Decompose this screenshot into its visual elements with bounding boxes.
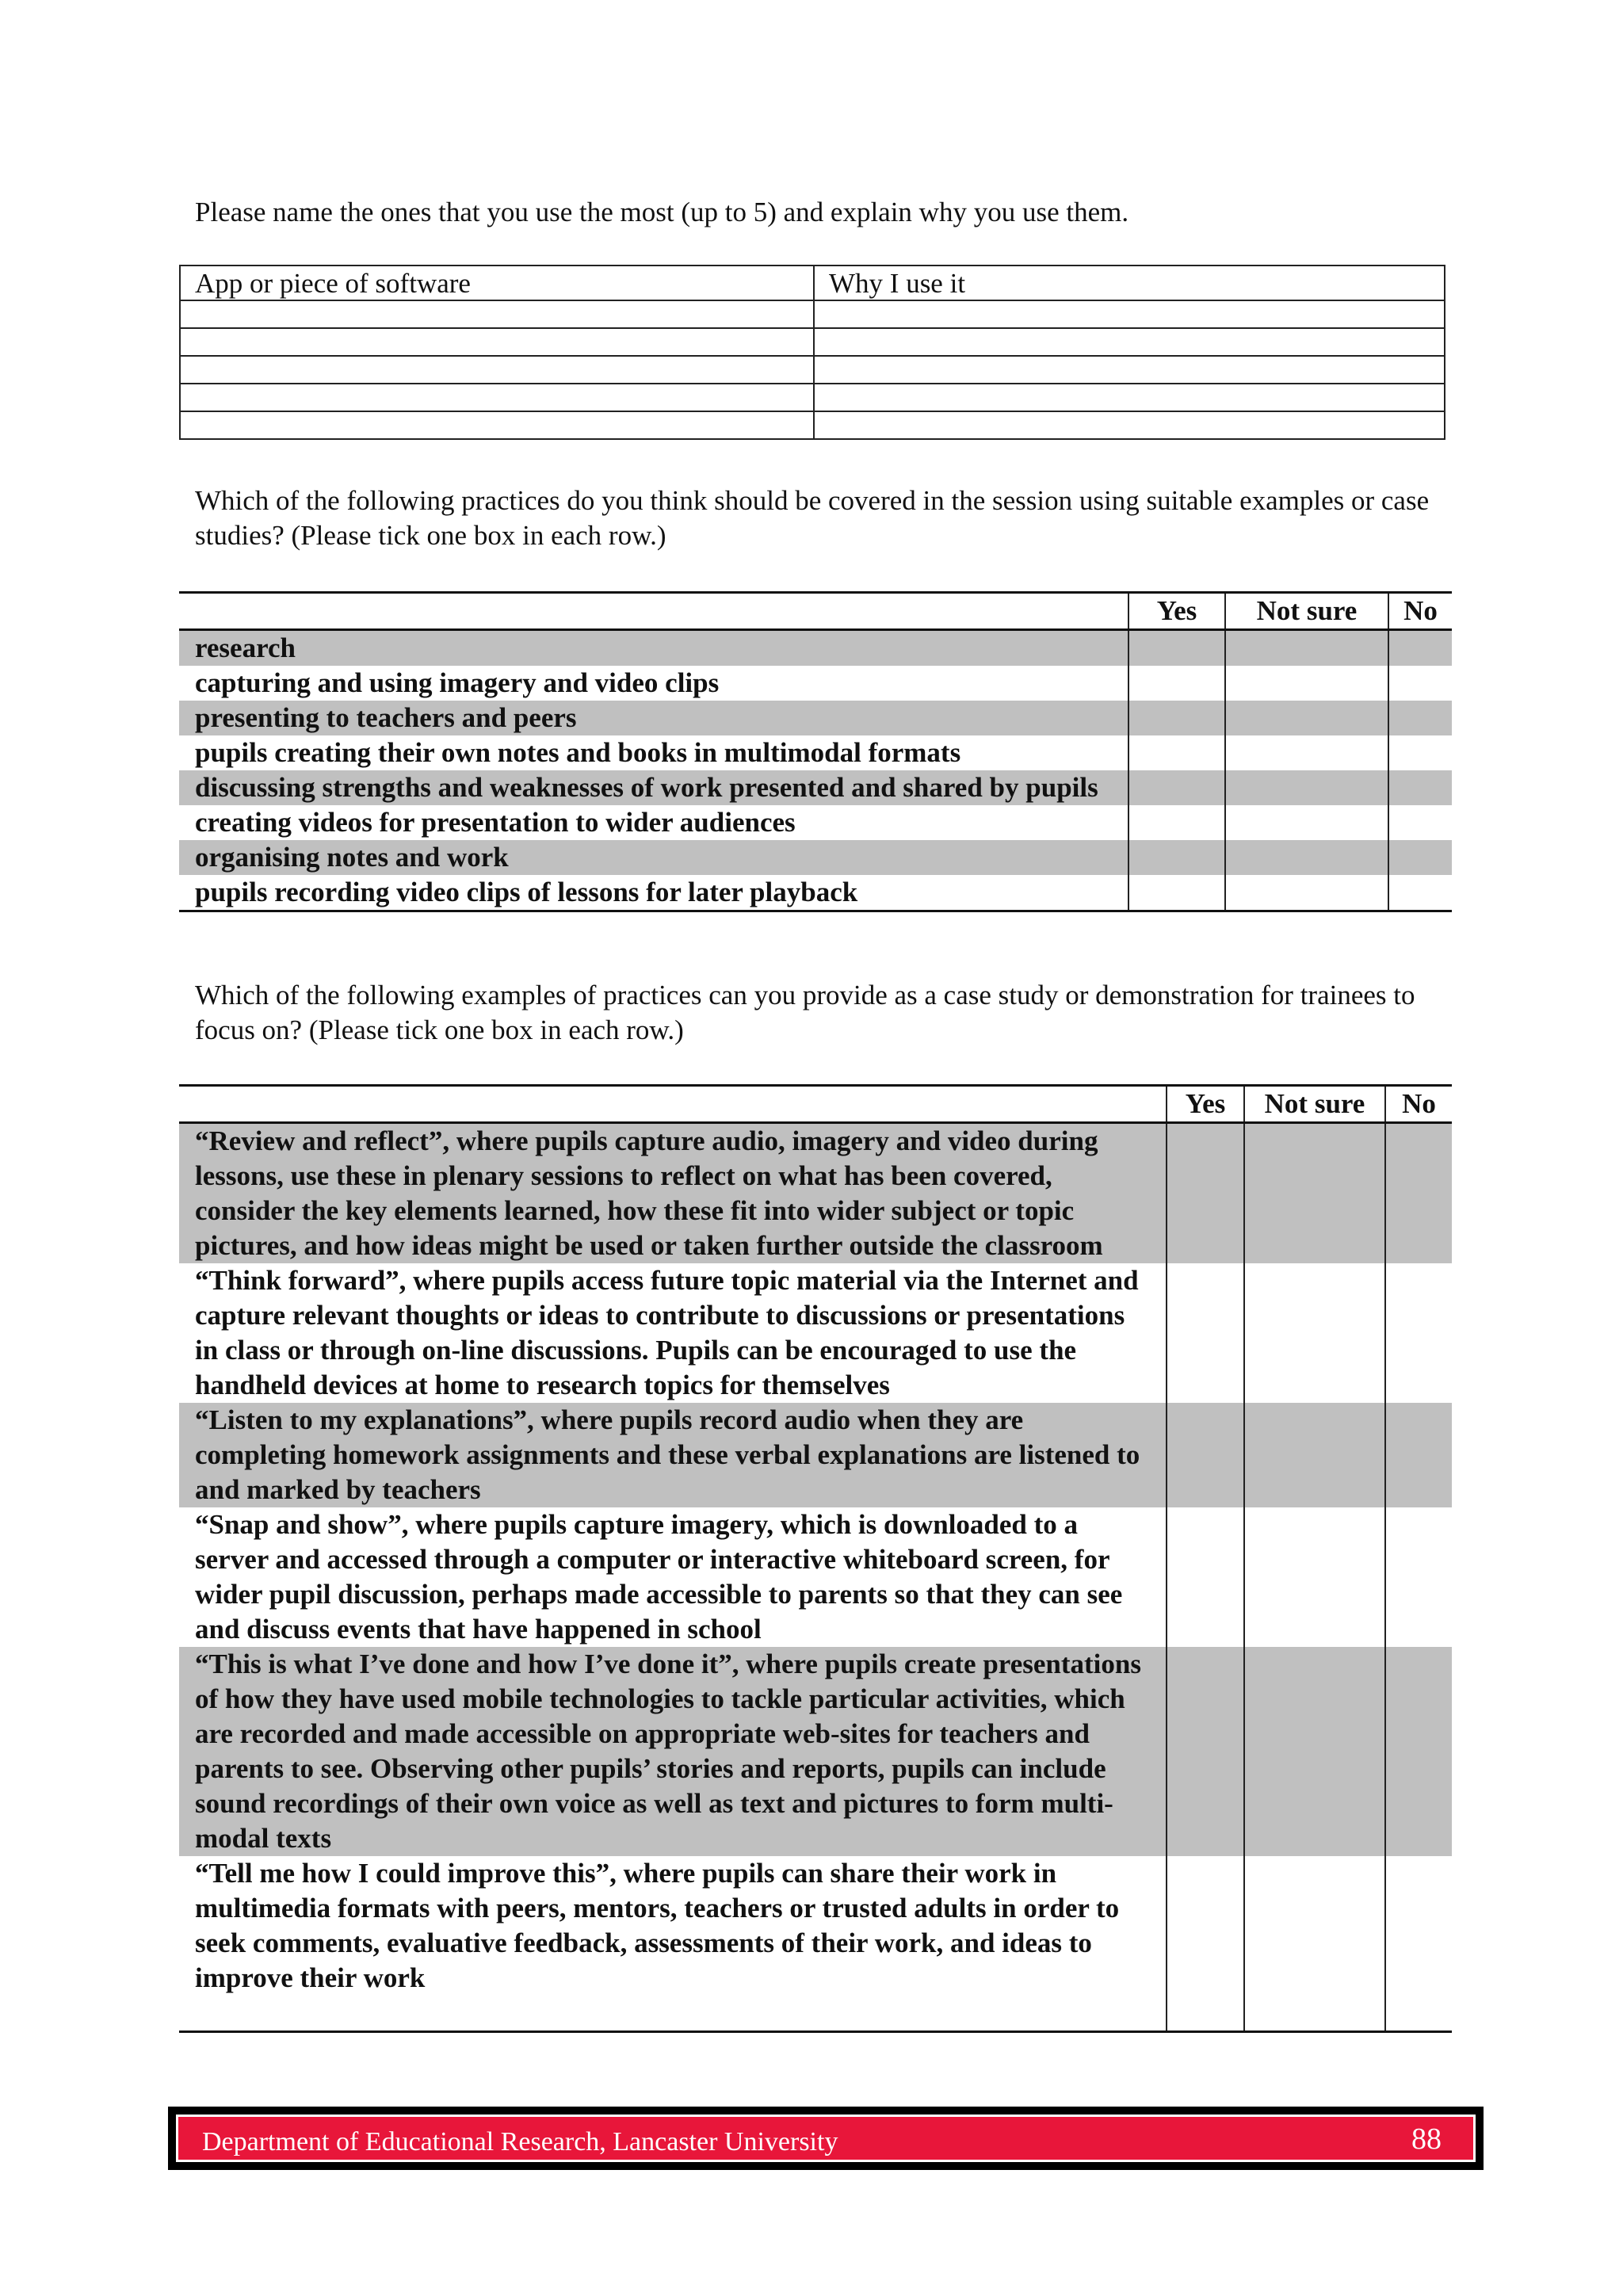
case-study-row xyxy=(179,1647,1452,1856)
practice-row xyxy=(179,770,1452,805)
app-cell[interactable] xyxy=(180,384,814,411)
col-no-header: No xyxy=(1388,593,1452,630)
app-cell[interactable] xyxy=(180,356,814,384)
tick-box-no[interactable] xyxy=(1388,701,1452,735)
tick-box-not-sure[interactable] xyxy=(1244,1507,1385,1647)
tick-box-yes[interactable] xyxy=(1128,735,1225,770)
tick-box-not-sure[interactable] xyxy=(1225,805,1388,840)
why-cell[interactable] xyxy=(814,300,1445,328)
case-study-row xyxy=(179,1123,1452,1264)
tick-box-no[interactable] xyxy=(1385,1507,1452,1647)
apps-table-header xyxy=(180,266,1445,300)
apps-table xyxy=(179,265,1445,440)
practice-col-header-blank xyxy=(179,593,1128,630)
tick-box-no[interactable] xyxy=(1388,630,1452,667)
app-cell[interactable] xyxy=(180,411,814,439)
why-cell[interactable] xyxy=(814,384,1445,411)
tick-box-yes[interactable] xyxy=(1128,630,1225,667)
practice-row xyxy=(179,805,1452,840)
tick-box-not-sure[interactable] xyxy=(1225,701,1388,735)
question-1-text: Which of the following practices do you think should be covered in the session using suitable examples or case studies? (Please tick one box in each row.) xyxy=(195,485,1430,551)
tick-box-no[interactable] xyxy=(1388,875,1452,911)
practice-row xyxy=(179,840,1452,875)
apps-table-row xyxy=(180,300,1445,328)
page-number: 88 xyxy=(1411,2122,1442,2156)
question-2-text: Which of the following examples of practices can you provide as a case study or demonstration for trainees to focus on? (Please tick one box in each row.) xyxy=(195,980,1415,1045)
tick-box-not-sure[interactable] xyxy=(1225,840,1388,875)
why-cell[interactable] xyxy=(814,328,1445,356)
tick-box-not-sure[interactable] xyxy=(1225,770,1388,805)
apps-table-row xyxy=(180,411,1445,439)
case-study-row xyxy=(179,1507,1452,1647)
tick-box-yes[interactable] xyxy=(1167,1403,1244,1507)
intro-text: Please name the ones that you use the most (up to 5) and explain why you use them. xyxy=(195,197,1129,227)
case-study-table-header xyxy=(179,1086,1452,1123)
apps-table-row xyxy=(180,356,1445,384)
case-study-row xyxy=(179,1263,1452,1403)
tick-box-no[interactable] xyxy=(1385,1403,1452,1507)
tick-box-not-sure[interactable] xyxy=(1244,1123,1385,1264)
tick-box-yes[interactable] xyxy=(1128,770,1225,805)
tick-box-not-sure[interactable] xyxy=(1244,1403,1385,1507)
case-study-row xyxy=(179,1403,1452,1507)
practice-label: discussing strengths and weaknesses of work presented and shared by pupils xyxy=(179,770,1128,805)
case-study-label: “Tell me how I could improve this”, where pupils can share their work in multimedia formats with peers, mentors, teachers or trusted adults in order to seek comments, evaluative feedback, assessments of their work, and ideas to improve their work xyxy=(179,1856,1167,2032)
tick-box-no[interactable] xyxy=(1385,1263,1452,1403)
tick-box-yes[interactable] xyxy=(1167,1263,1244,1403)
why-cell[interactable] xyxy=(814,356,1445,384)
case-study-label: “Snap and show”, where pupils capture imagery, which is downloaded to a server and accessed through a computer or interactive whiteboard screen, for wider pupil discussion, perhaps made accessible to parents so that they can see and discuss events that have happened in school xyxy=(195,1509,1123,1645)
footer-banner xyxy=(176,2115,1476,2162)
case-study-row xyxy=(179,1856,1452,2032)
tick-box-not-sure[interactable] xyxy=(1244,1647,1385,1856)
case-study-label: “Review and reflect”, where pupils capture audio, imagery and video during lessons, use these in plenary sessions to reflect on what has been covered, consider the key elements learned, how these fit into wider subject or topic pictures, and how ideas might be used or taken further outside the classroom xyxy=(179,1123,1167,1264)
practice-label: research xyxy=(179,630,1128,667)
tick-box-no[interactable] xyxy=(1388,735,1452,770)
case-study-label: “Think forward”, where pupils access future topic material via the Internet and capture relevant thoughts or ideas to contribute to discussions or presentations in class or through on-line discussions. Pupils can be encouraged to use the handheld devices at home to research topics for themselves xyxy=(195,1265,1139,1400)
practices-table-header xyxy=(179,593,1452,630)
tick-box-not-sure[interactable] xyxy=(1244,1856,1385,2032)
tick-box-yes[interactable] xyxy=(1167,1507,1244,1647)
tick-box-yes[interactable] xyxy=(1128,666,1225,701)
practice-row xyxy=(179,735,1452,770)
apps-table-row xyxy=(180,384,1445,411)
practice-row xyxy=(179,666,1452,701)
apps-col-why-header: Why I use it xyxy=(814,266,1445,300)
tick-box-yes[interactable] xyxy=(1167,1123,1244,1264)
col-yes-header: Yes xyxy=(1167,1086,1244,1123)
practice-label: presenting to teachers and peers xyxy=(179,701,1128,735)
practice-label: pupils creating their own notes and books in multimodal formats xyxy=(195,737,961,768)
footer-department-text: Department of Educational Research, Lancaster University xyxy=(202,2127,838,2157)
practice-row xyxy=(179,701,1452,735)
tick-box-yes[interactable] xyxy=(1128,701,1225,735)
tick-box-no[interactable] xyxy=(1385,1856,1452,2032)
practice-label: organising notes and work xyxy=(179,840,1128,875)
tick-box-yes[interactable] xyxy=(1167,1856,1244,2032)
apps-col-app-header: App or piece of software xyxy=(180,266,814,300)
app-cell[interactable] xyxy=(180,300,814,328)
practice-label: pupils recording video clips of lessons for later playback xyxy=(179,875,1128,911)
practice-row xyxy=(179,630,1452,667)
tick-box-no[interactable] xyxy=(1388,805,1452,840)
tick-box-yes[interactable] xyxy=(1128,875,1225,911)
col-no-header: No xyxy=(1385,1086,1452,1123)
case-study-label: “Listen to my explanations”, where pupils record audio when they are completing homework assignments and these verbal explanations are listened to and marked by teachers xyxy=(179,1403,1167,1507)
practice-label: capturing and using imagery and video clips xyxy=(195,667,720,698)
practice-label: creating videos for presentation to wider audiences xyxy=(195,807,796,838)
tick-box-yes[interactable] xyxy=(1128,840,1225,875)
tick-box-not-sure[interactable] xyxy=(1225,735,1388,770)
apps-table-row xyxy=(180,328,1445,356)
tick-box-no[interactable] xyxy=(1388,770,1452,805)
case-study-table xyxy=(179,1084,1452,2033)
page-footer xyxy=(168,2107,1484,2170)
col-not-sure-header: Not sure xyxy=(1244,1086,1385,1123)
tick-box-yes[interactable] xyxy=(1128,805,1225,840)
col-yes-header: Yes xyxy=(1128,593,1225,630)
why-cell[interactable] xyxy=(814,411,1445,439)
col-not-sure-header: Not sure xyxy=(1225,593,1388,630)
app-cell[interactable] xyxy=(180,328,814,356)
case-study-col-header-blank xyxy=(179,1086,1167,1123)
practices-table xyxy=(179,591,1452,912)
tick-box-not-sure[interactable] xyxy=(1225,630,1388,667)
tick-box-not-sure[interactable] xyxy=(1225,666,1388,701)
tick-box-no[interactable] xyxy=(1388,666,1452,701)
tick-box-no[interactable] xyxy=(1385,1647,1452,1856)
tick-box-no[interactable] xyxy=(1385,1123,1452,1264)
tick-box-yes[interactable] xyxy=(1167,1647,1244,1856)
tick-box-not-sure[interactable] xyxy=(1225,875,1388,911)
tick-box-not-sure[interactable] xyxy=(1244,1263,1385,1403)
practice-row xyxy=(179,875,1452,911)
tick-box-no[interactable] xyxy=(1388,840,1452,875)
case-study-label: “This is what I’ve done and how I’ve done it”, where pupils create presentations of how they have used mobile technologies to tackle particular activities, which are recorded and made accessible on appropriate web-sites for teachers and parents to see. Observing other pupils’ stories and reports, pupils can include sound recordings of their own voice as well as text and pictures to form multi-modal texts xyxy=(179,1647,1167,1856)
